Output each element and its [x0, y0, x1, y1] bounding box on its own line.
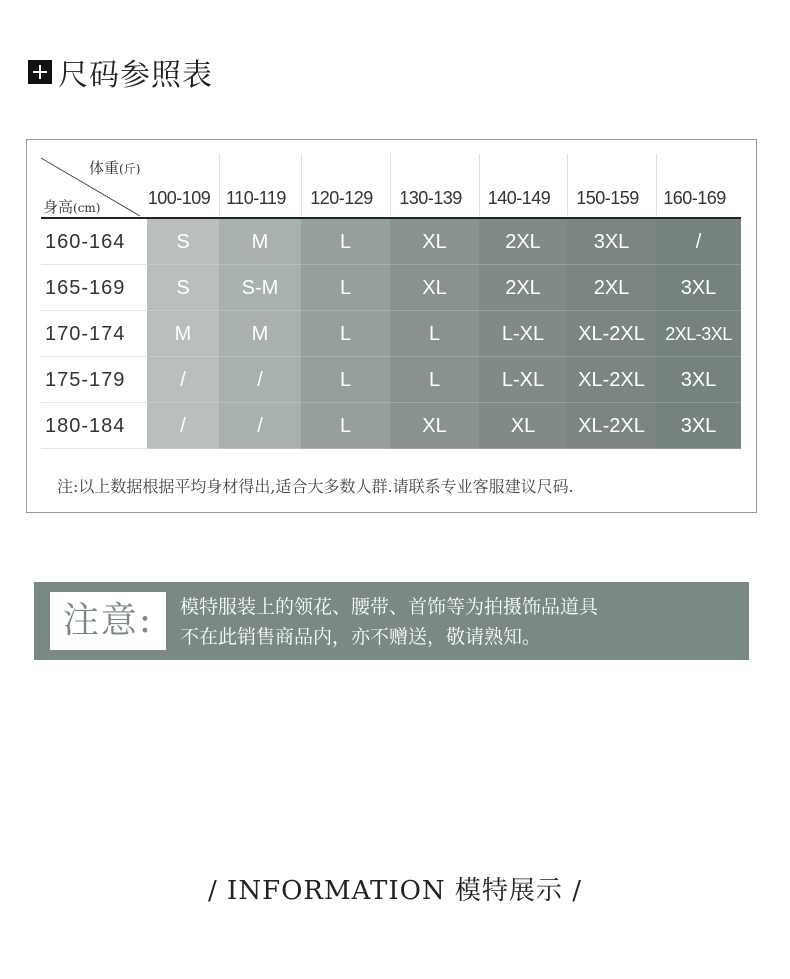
weight-column-header: 100-109 — [147, 188, 211, 208]
weight-column-header: 140-149 — [487, 188, 551, 208]
weight-column-header: 110-119 — [226, 188, 286, 208]
size-cell: L — [390, 311, 479, 357]
size-cell: / — [147, 403, 219, 449]
size-cell: S — [147, 265, 219, 311]
size-cell: 3XL — [656, 403, 741, 449]
notice-line-2: 不在此销售商品内，亦不赠送，敬请熟知。 — [180, 626, 542, 648]
column-divider — [219, 154, 220, 216]
size-cell: XL — [479, 403, 567, 449]
size-cell: 3XL — [656, 357, 741, 403]
column-divider — [301, 154, 302, 216]
information-heading: / INFORMATION 模特展示 / — [208, 876, 582, 906]
size-cell: XL-2XL — [567, 403, 656, 449]
size-cell: / — [656, 219, 741, 265]
size-cell: L-XL — [479, 311, 567, 357]
size-cell: L — [301, 219, 390, 265]
plus-square-icon — [28, 60, 52, 84]
size-cell: / — [219, 357, 301, 403]
column-divider — [479, 154, 480, 216]
size-cell: L — [301, 403, 390, 449]
size-cell: S-M — [219, 265, 301, 311]
size-cell: XL-2XL — [567, 311, 656, 357]
title-row — [28, 52, 213, 92]
column-divider — [390, 154, 391, 216]
size-cell: XL-2XL — [567, 357, 656, 403]
weight-column-header: 160-169 — [663, 188, 726, 208]
size-cell: L — [301, 311, 390, 357]
size-cell: XL — [390, 219, 479, 265]
size-cell: 2XL — [479, 219, 567, 265]
size-cell: M — [219, 219, 301, 265]
size-cell: / — [219, 403, 301, 449]
column-divider — [567, 154, 568, 216]
size-cell: 2XL-3XL — [656, 311, 741, 357]
size-cell: L-XL — [479, 357, 567, 403]
size-chart-panel — [26, 139, 757, 513]
page-title: 尺码参照表 — [58, 58, 213, 93]
size-cell: 2XL — [567, 265, 656, 311]
size-cell: M — [219, 311, 301, 357]
size-cell: 2XL — [479, 265, 567, 311]
height-row-label: 180-184 — [45, 415, 126, 437]
notice-label: 注意: — [50, 592, 166, 650]
weight-column-header: 130-139 — [399, 188, 462, 208]
size-cell: 3XL — [656, 265, 741, 311]
notice-text — [180, 592, 598, 652]
height-axis-label: 身高(cm) — [43, 198, 101, 216]
size-cell: 3XL — [567, 219, 656, 265]
notice-banner — [34, 582, 749, 660]
size-cell: L — [301, 265, 390, 311]
size-cell: / — [147, 357, 219, 403]
size-cell: L — [390, 357, 479, 403]
height-row-label: 175-179 — [45, 369, 126, 391]
size-cell: L — [301, 357, 390, 403]
notice-line-1: 模特服装上的领花、腰带、首饰等为拍摄饰品道具 — [180, 596, 599, 618]
height-row-label: 165-169 — [45, 277, 126, 299]
height-row-label: 170-174 — [45, 323, 126, 345]
weight-column-header: 120-129 — [310, 188, 373, 208]
size-footnote: 注:以上数据根据平均身材得出,适合大多数人群.请联系专业客服建议尺码. — [57, 477, 574, 496]
size-cell: XL — [390, 265, 479, 311]
size-cell: M — [147, 311, 219, 357]
corner-header — [39, 154, 142, 218]
column-divider — [656, 154, 657, 216]
size-cell: XL — [390, 403, 479, 449]
height-row-label: 160-164 — [45, 231, 126, 253]
weight-column-header: 150-159 — [576, 188, 639, 208]
weight-axis-label: 体重(斤) — [89, 159, 141, 177]
size-cell: S — [147, 219, 219, 265]
